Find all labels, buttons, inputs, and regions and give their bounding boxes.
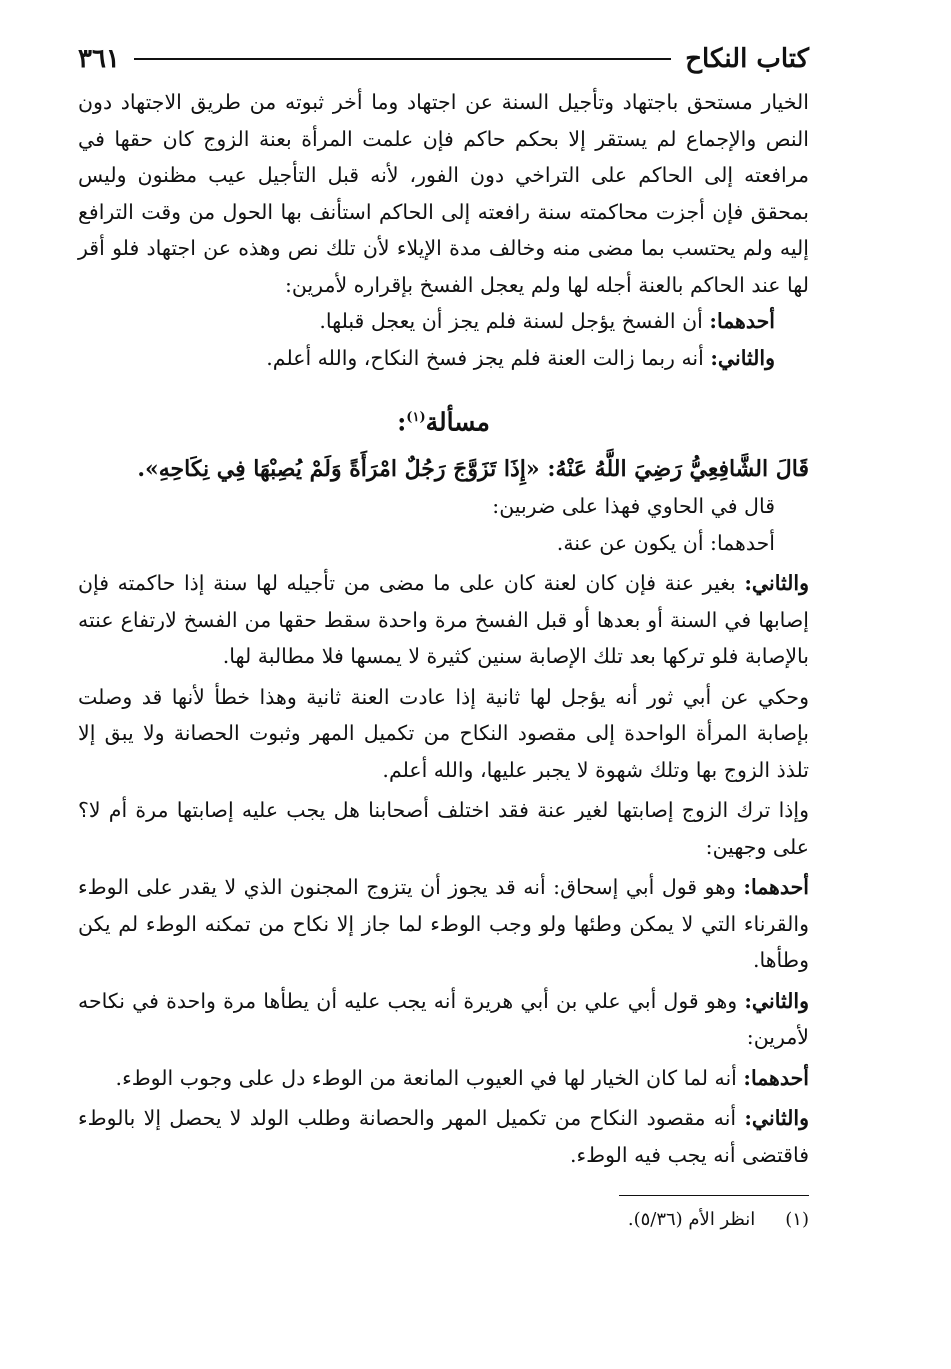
type-second (78, 565, 809, 675)
abu-thawr-paragraph: وحكي عن أبي ثور أنه يؤجل لها ثانية إذا عادت العنة ثانية وهذا خطأ لأنها قد وصلت بإصابة المرأة الواحدة إلى مقصود النكاح من تكميل المهر وثبوت الحصانة ولا يبق إلا تلذذ الزوج بها وتلك شهوة لا يجبر عليها، والله أعلم. (78, 684, 809, 782)
footnote-number: (١) (785, 1209, 809, 1231)
proof-first-lead: أحدهما: (743, 1065, 809, 1090)
shafii-quote: قَالَ الشَّافِعِيُّ رَضِيَ اللَّهُ عَنْهُ: «إِذَا تَزَوَّجَ رَجُلٌ امْرَأَةً وَلَمْ يُصِبْهَا فِي نِكَاحِهِ». (137, 456, 809, 483)
hawi-intro: قال في الحاوي فهذا على ضربين: (492, 494, 775, 519)
type-second-lead: والثاني: (744, 571, 809, 596)
proof-first (78, 1060, 809, 1097)
footnote-text: انظر الأم (٥/٣٦). (627, 1209, 756, 1231)
view-second-text: وهو قول أبي علي بن أبي هريرة أنه يجب عليه أن يطأها مرة واحدة في نكاحه لأمرين: (78, 988, 809, 1050)
chapter-title: كتاب النكاح (685, 44, 809, 74)
book-page (78, 34, 809, 1234)
view-first-text: وهو قول أبي إسحاق: أنه قد يجوز أن يتزوج المجنون الذي لا يقدر على الوطء والقرناء التي لا يمكن وطئها ولو وجب الوطء لما جاز إلا نكاح من تمكنه الوطء لم يكن وطأها. (78, 875, 809, 973)
proof-second-text: أنه مقصود النكاح من تكميل المهر والحصانة وطلب الولد لا يحصل إلا بالوطء فاقتضى أنه يجب فيه الوطء. (78, 1106, 809, 1167)
reason-second-lead: والثاني: (710, 345, 775, 370)
view-first-lead: أحدهما: (743, 875, 809, 900)
paragraph-khiyar: الخيار مستحق باجتهاد وتأجيل السنة عن اجتهاد وما أخر ثبوته من طريق الاجتهاد دون النص والإجماع لم يستقر إلا بحكم حاكم فإن علمت المرأة بعنة الزوج كان حقها في مرافعته إلى الحاكم على التراخي دون الفور، لأنه قبل التأجيل عيب مظنون وليس بمحقق فإن أجزت محاكمته سنة رافعته إلى الحاكم استأنف بها الحول من وقت الترافع إليه ولم يحتسب بما مضى منه وخالف مدة الإيلاء لأن تلك نص وهذه عن اجتهاد فلو أقر لها عند الحاكم بالعنة أجله لها ولم يعجل الفسخ بإقراره لأمرين: (78, 90, 809, 297)
page-number: ٣٦١ (78, 44, 120, 74)
proof-first-text: أنه لما كان الخيار لها في العيوب المانعة من الوطء دل على وجوب الوطء. (115, 1065, 744, 1090)
reason-first-lead: أحدهما: (709, 309, 775, 333)
type-second-text: بغير عنة فإن كان لعنة كان على ما مضى من تأجيله لها سنة إذا حاكمته فإن إصابها في السنة أو بعدها أو قبل الفسخ مرة واحدة سقط حقها من الفسخ لارتفاع عنته بالإصابة فلو تركها بعد تلك الإصابة سنين كثيرة لا يمسها فلا مطالبة لها. (78, 571, 809, 669)
footnote (78, 1206, 809, 1234)
proof-second (78, 1100, 809, 1173)
masala-colon: : (397, 407, 407, 437)
running-header (78, 34, 809, 84)
reason-second-text: أنه ربما زالت العنة فلم يجز فسخ النكاح، والله أعلم. (266, 345, 711, 370)
proof-second-lead: والثاني: (744, 1106, 809, 1131)
footnote-reference[interactable]: (١) (406, 410, 426, 425)
reason-first-text: أن الفسخ يؤجل لسنة فلم يجز أن يعجل قبلها. (319, 309, 710, 333)
reason-second (78, 340, 809, 377)
masala-heading (78, 398, 809, 442)
type-first: أحدهما: أن يكون عن عنة. (556, 530, 775, 555)
masala-title: مسألة (425, 407, 490, 437)
view-second-lead: والثاني: (744, 988, 809, 1013)
footnote-rule (619, 1195, 809, 1196)
reason-first (78, 303, 809, 340)
no-impotence-paragraph: وإذا ترك الزوج إصابتها لغير عنة فقد اختلف أصحابنا هل يجب عليه إصابتها مرة أم لا؟ على وجهين: (78, 798, 809, 859)
view-second (78, 983, 809, 1056)
view-first (78, 869, 809, 979)
header-rule (134, 58, 671, 60)
